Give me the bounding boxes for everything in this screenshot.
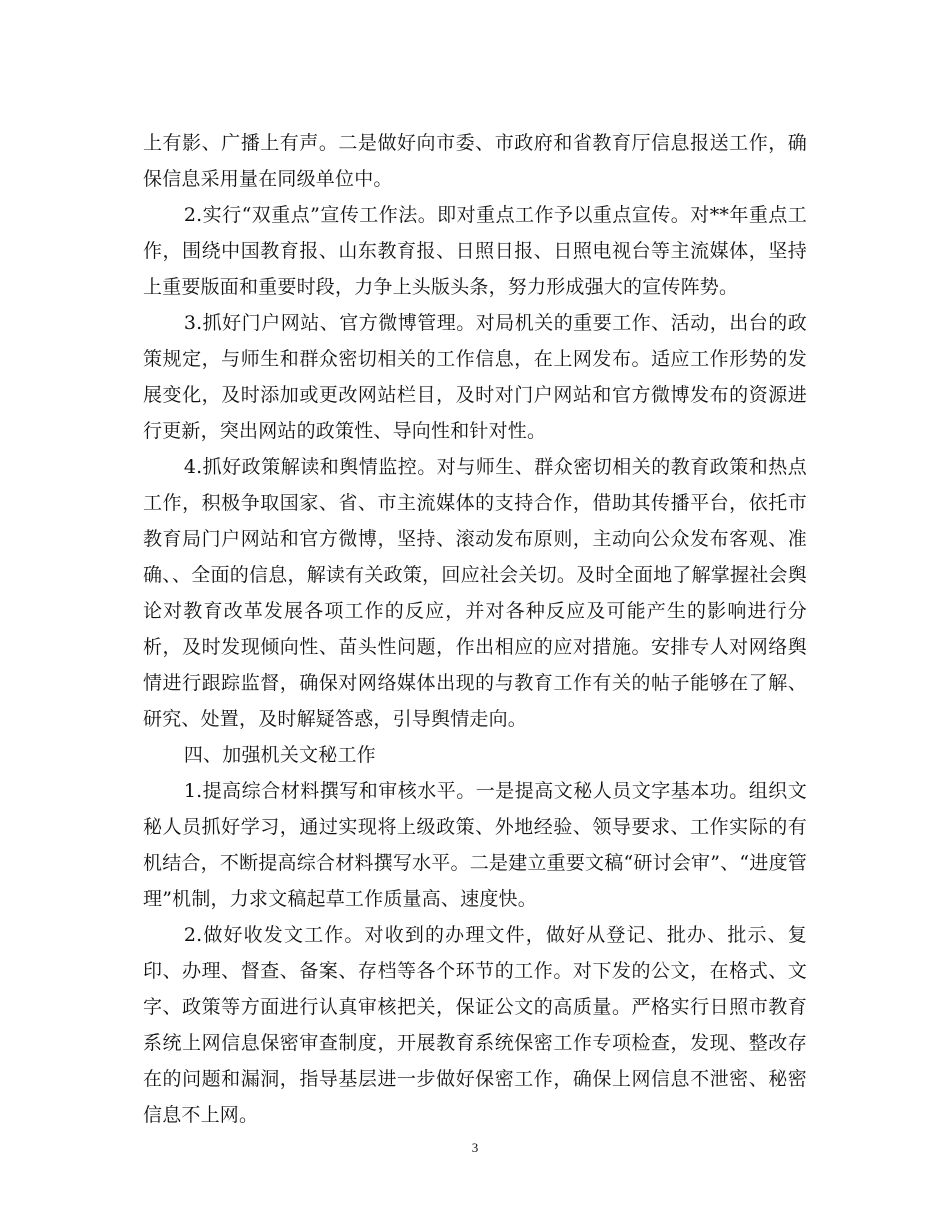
paragraph-item-2: 2.实行“双重点”宣传工作法。即对重点工作予以重点宣传。对**年重点工作，围绕中国教育报、山东教育报、日照日报、日照电视台等主流媒体，坚持上重要版面和重要时段，力争上头版头条，努力形成强大的宣传阵势。 xyxy=(143,204,807,298)
paragraph-item-4: 4.抓好政策解读和舆情监控。对与师生、群众密切相关的教育政策和热点工作，积极争取国家、省、市主流媒体的支持合作，借助其传播平台，依托市教育局门户网站和官方微博，坚持、滚动发布原则，主动向公众发布客观、准确、、全面的信息，解读有关政策，回应社会关切。及时全面地了解掌握社会舆论对教育改革发展各项工作的反应，并对各种反应及可能产生的影响进行分析，及时发现倾向性、苗头性问题，作出相应的应对措施。安排专人对网络舆情进行跟踪监督，确保对网络媒体出现的与教育工作有关的帖子能够在了解、研究、处置，及时解疑答惑，引导舆情走向。 xyxy=(143,456,807,730)
paragraph-item-3: 3.抓好门户网站、官方微博管理。对局机关的重要工作、活动，出台的政策规定，与师生和群众密切相关的工作信息，在上网发布。适应工作形势的发展变化，及时添加或更改网站栏目，及时对门户网站和官方微博发布的资源进行更新，突出网站的政策性、导向性和针对性。 xyxy=(143,312,807,442)
paragraph-continuation: 上有影、广播上有声。二是做好向市委、市政府和省教育厅信息报送工作，确保信息采用量在同级单位中。 xyxy=(143,132,807,190)
paragraph-section4-item-2: 2.做好收发文工作。对收到的办理文件，做好从登记、批办、批示、复印、办理、督查、备案、存档等各个环节的工作。对下发的公文，在格式、文字、政策等方面进行认真审核把关，保证公文的高质量。严格实行日照市教育系统上网信息保密审查制度，开展教育系统保密工作专项检查，发现、整改存在的问题和漏洞，指导基层进一步做好保密工作，确保上网信息不泄密、秘密信息不上网。 xyxy=(143,924,807,1126)
document-body xyxy=(143,125,807,1133)
paragraph-section4-item-1: 1.提高综合材料撰写和审核水平。一是提高文秘人员文字基本功。组织文秘人员抓好学习，通过实现将上级政策、外地经验、领导要求、工作实际的有机结合，不断提高综合材料撰写水平。二是建立重要文稿“研讨会审”、“进度管理”机制，力求文稿起草工作质量高、速度快。 xyxy=(143,780,807,910)
section-heading: 四、加强机关文秘工作 xyxy=(183,744,376,766)
page-number: 3 xyxy=(471,1140,479,1155)
